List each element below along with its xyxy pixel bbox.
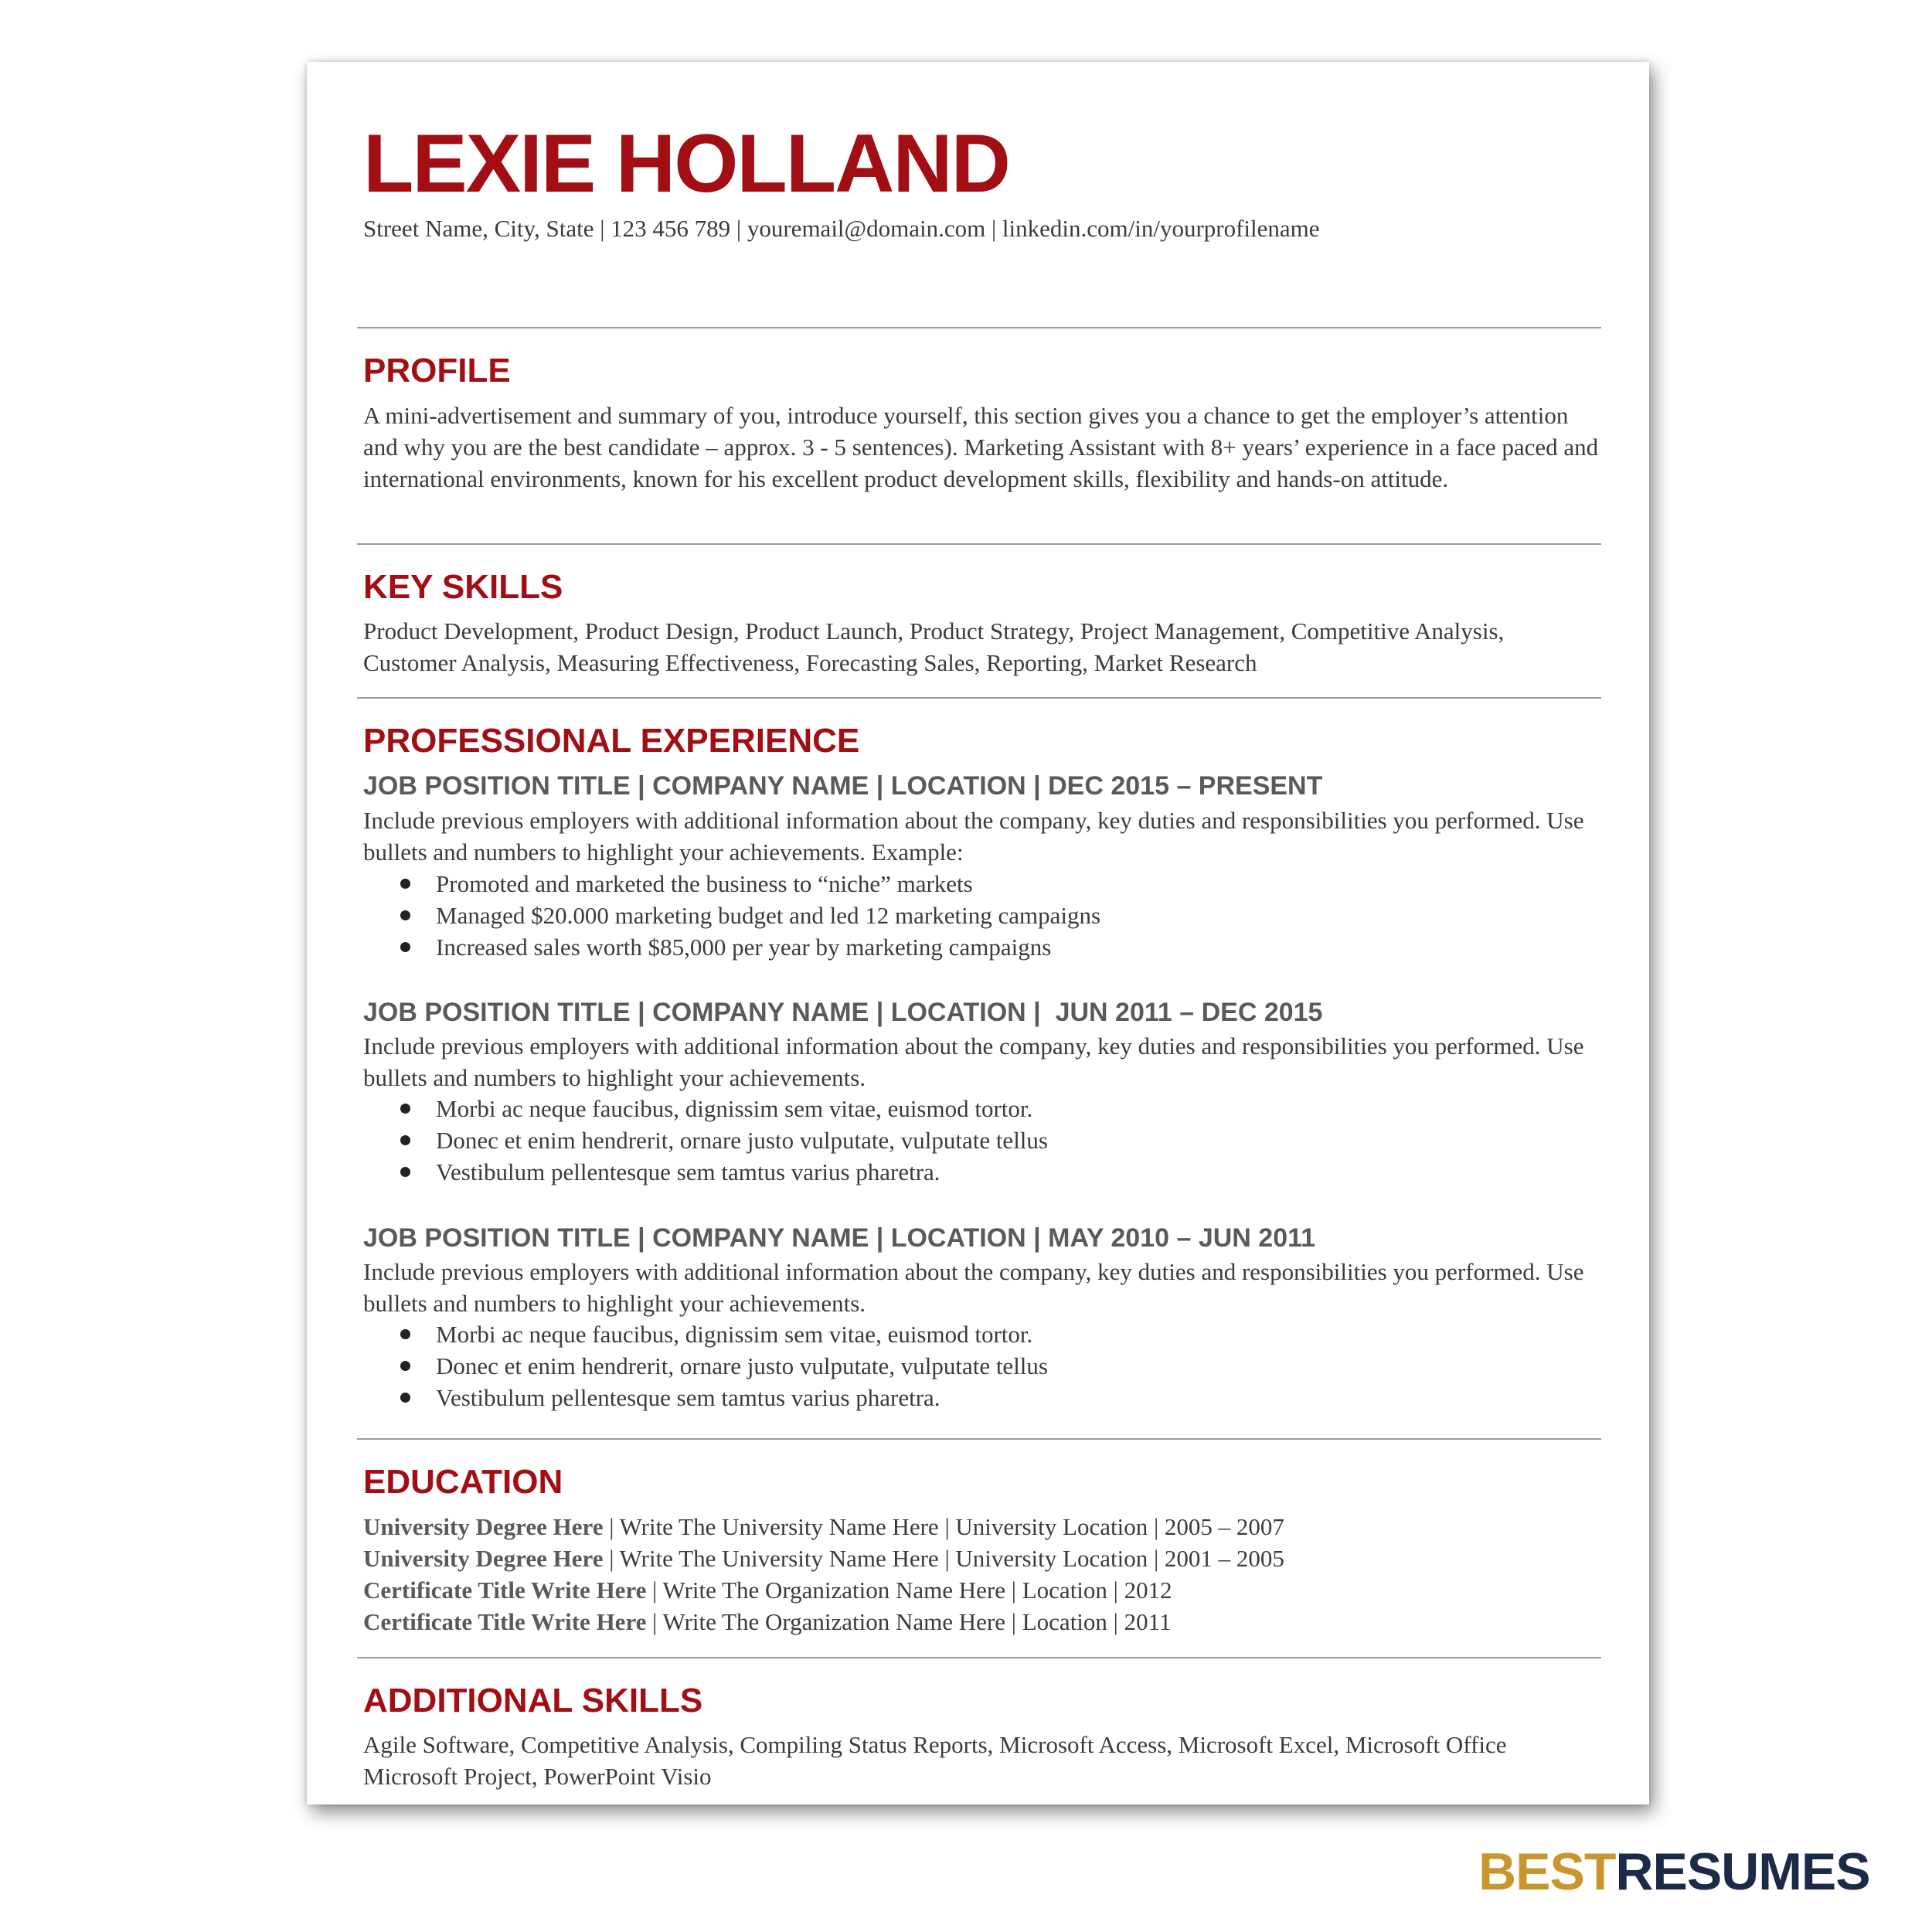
bullet-item bbox=[400, 931, 1100, 963]
section-divider bbox=[357, 543, 1601, 545]
profile-heading: PROFILE bbox=[363, 352, 511, 389]
bullet-icon bbox=[400, 1135, 410, 1145]
bullet-text: Promoted and marketed the business to “niche” markets bbox=[436, 870, 973, 897]
key-skills-text: Product Development, Product Design, Product Launch, Product Strategy, Project Management, Competitive Analysis, Customer Analysis, Measuring Effectiveness, Forecasting Sales, Reporting, Market Research bbox=[363, 617, 1505, 676]
job-title: JOB POSITION TITLE | COMPANY NAME | LOCATION | DEC 2015 – PRESENT bbox=[363, 771, 1323, 801]
profile-text: A mini-advertisement and summary of you, introduce yourself, this section gives you a chance to get the employer’s attention and why you are the best candidate – approx. 3 - 5 sentences). Marketing Assistant with 8+ years’ experience in a face paced and international environments, known for his excellent product development skills, flexibility and hands-on attitude. bbox=[363, 402, 1599, 492]
resume-page bbox=[307, 62, 1649, 1804]
additional-skills-heading: ADDITIONAL SKILLS bbox=[363, 1682, 703, 1719]
education-entry bbox=[363, 1574, 1284, 1606]
section-divider bbox=[357, 327, 1601, 328]
job-title: JOB POSITION TITLE | COMPANY NAME | LOCATION | JUN 2011 – DEC 2015 bbox=[363, 998, 1323, 1027]
job-description: Include previous employers with additional information about the company, key duties and responsibilities you performed. Use bullets and numbers to highlight your achievements. Example: bbox=[363, 807, 1584, 866]
bullet-icon bbox=[400, 910, 410, 920]
job-title: JOB POSITION TITLE | COMPANY NAME | LOCATION | MAY 2010 – JUN 2011 bbox=[363, 1223, 1316, 1253]
bullet-item bbox=[400, 1318, 1048, 1350]
bullet-text: Vestibulum pellentesque sem tamtus varius pharetra. bbox=[436, 1158, 940, 1185]
section-divider bbox=[357, 697, 1601, 699]
bullet-text: Managed $20.000 marketing budget and led 12 marketing campaigns bbox=[436, 902, 1101, 929]
bullet-text: Increased sales worth $85,000 per year by marketing campaigns bbox=[436, 934, 1052, 961]
bullet-icon bbox=[400, 879, 410, 889]
education-entry bbox=[363, 1511, 1284, 1543]
bullet-icon bbox=[400, 1361, 410, 1371]
bullet-icon bbox=[400, 942, 410, 952]
additional-skills-text: Agile Software, Competitive Analysis, Compiling Status Reports, Microsoft Access, Microsoft Excel, Microsoft Office Microsoft Project, PowerPoint Visio bbox=[363, 1731, 1507, 1790]
education-credential: Certificate Title Write Here bbox=[363, 1608, 647, 1635]
key-skills-heading: KEY SKILLS bbox=[363, 568, 563, 606]
education-list bbox=[363, 1511, 1284, 1638]
education-details: | Write The University Name Here | University Location | 2001 – 2005 bbox=[603, 1545, 1284, 1572]
education-credential: Certificate Title Write Here bbox=[363, 1577, 647, 1604]
resume-name: LEXIE HOLLAND bbox=[363, 117, 1009, 209]
job-bullets bbox=[400, 1093, 1048, 1188]
contact-line: Street Name, City, State | 123 456 789 | youremail@domain.com | linkedin.com/in/yourprofilename bbox=[363, 215, 1320, 242]
section-divider bbox=[357, 1438, 1601, 1440]
job-bullets bbox=[400, 868, 1100, 963]
bullet-item bbox=[400, 868, 1100, 900]
education-entry bbox=[363, 1543, 1284, 1574]
bullet-icon bbox=[400, 1104, 410, 1114]
job-description: Include previous employers with additional information about the company, key duties and responsibilities you performed. Use bullets and numbers to highlight your achievements. bbox=[363, 1032, 1584, 1091]
job-bullets bbox=[400, 1318, 1048, 1413]
bullet-text: Morbi ac neque faucibus, dignissim sem vitae, euismod tortor. bbox=[436, 1321, 1033, 1348]
bullet-item bbox=[400, 1350, 1048, 1382]
bullet-text: Donec et enim hendrerit, ornare justo vulputate, vulputate tellus bbox=[436, 1352, 1048, 1379]
education-details: | Write The University Name Here | University Location | 2005 – 2007 bbox=[603, 1513, 1284, 1540]
section-divider bbox=[357, 1657, 1601, 1658]
brand-logo-resumes: RESUMES bbox=[1615, 1842, 1870, 1901]
education-details: | Write The Organization Name Here | Location | 2011 bbox=[646, 1608, 1172, 1635]
education-credential: University Degree Here bbox=[363, 1545, 604, 1572]
bullet-item bbox=[400, 1382, 1048, 1413]
bullet-icon bbox=[400, 1393, 410, 1403]
bullet-text: Morbi ac neque faucibus, dignissim sem vitae, euismod tortor. bbox=[436, 1095, 1033, 1122]
education-credential: University Degree Here bbox=[363, 1513, 604, 1540]
bullet-item bbox=[400, 1093, 1048, 1124]
bullet-item bbox=[400, 1124, 1048, 1156]
education-entry bbox=[363, 1606, 1284, 1638]
job-description: Include previous employers with additional information about the company, key duties and responsibilities you performed. Use bullets and numbers to highlight your achievements. bbox=[363, 1258, 1584, 1317]
bullet-item bbox=[400, 1156, 1048, 1188]
education-heading: EDUCATION bbox=[363, 1463, 563, 1501]
bullet-text: Vestibulum pellentesque sem tamtus varius pharetra. bbox=[436, 1384, 940, 1411]
experience-heading: PROFESSIONAL EXPERIENCE bbox=[363, 722, 860, 760]
brand-logo bbox=[1478, 1842, 1870, 1901]
bullet-text: Donec et enim hendrerit, ornare justo vulputate, vulputate tellus bbox=[436, 1127, 1048, 1154]
bullet-icon bbox=[400, 1329, 410, 1339]
bullet-icon bbox=[400, 1167, 410, 1177]
brand-logo-best: BEST bbox=[1478, 1842, 1616, 1901]
education-details: | Write The Organization Name Here | Location | 2012 bbox=[646, 1577, 1172, 1604]
bullet-item bbox=[400, 900, 1100, 931]
